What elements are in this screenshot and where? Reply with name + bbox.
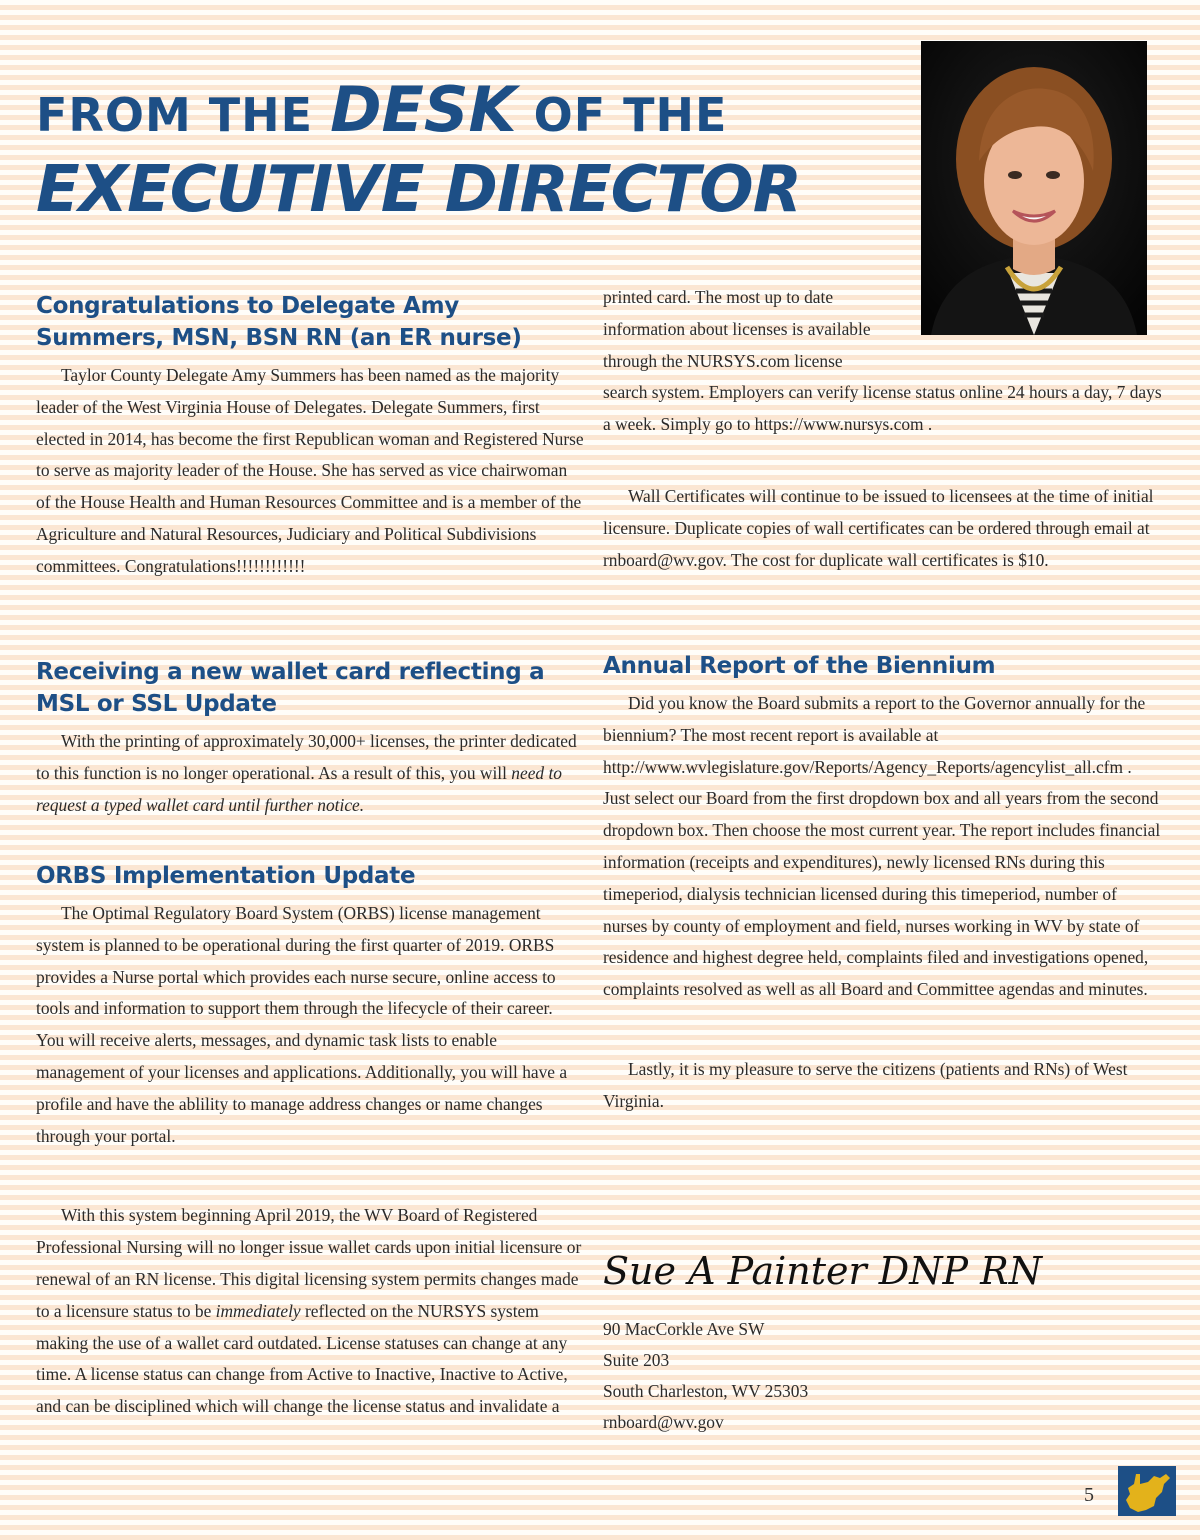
title-from-the: FROM THE bbox=[36, 88, 331, 142]
page-title bbox=[36, 73, 801, 233]
address-email: rnboard@wv.gov bbox=[603, 1412, 724, 1432]
paragraph-wallet-card bbox=[36, 726, 584, 821]
section-orbs bbox=[36, 860, 584, 1423]
paragraph-nursys: search system. Employers can verify license status online 24 hours a day, 7 days a week. Simply go to https://www.nursys.com . bbox=[603, 382, 1162, 435]
address-line-3: South Charleston, WV 25303 bbox=[603, 1381, 809, 1401]
section-congratulations bbox=[36, 290, 584, 583]
left-column bbox=[36, 290, 584, 583]
section-wallet-card bbox=[36, 656, 584, 821]
paragraph-congratulations: Taylor County Delegate Amy Summers has been named as the majority leader of the West Virginia House of Delegates. Delegate Summers, first elected in 2014, has become the first Republican woman and Registered Nurse to serve as majority leader of the House. She has served as vice chairwoman of the House Health and Human Resources Committee and is a member of the Agriculture and Natural Resources, Judiciary and Political Subdivisions committees. Congratulations!!!!!!!!!!!! bbox=[36, 365, 584, 576]
orbs2-emphasis: immediately bbox=[215, 1300, 301, 1321]
west-virginia-map-icon bbox=[1118, 1466, 1176, 1516]
wallet-emphasis: need to request a typed wallet card until further notice. bbox=[36, 762, 562, 815]
continuation-line-1: printed card. The most up to date bbox=[603, 287, 834, 307]
title-line-2: EXECUTIVE DIRECTOR bbox=[36, 153, 801, 227]
paragraph-orbs-1: The Optimal Regulatory Board System (ORBS) license management system is planned to be operational during the first quarter of 2019. ORBS provides a Nurse portal which provides each nurse secure, online access to tools and information to support them through the lifecycle of their career. You will receive alerts, messages, and dynamic task lists to enable management of your licenses and applications. Additionally, you will have a profile and have the ablility to manage address changes or name changes through your portal. bbox=[36, 903, 568, 1146]
address-block bbox=[603, 1314, 1163, 1438]
heading-wallet-card: Receiving a new wallet card reflecting a MSL or SSL Update bbox=[36, 659, 545, 717]
address-line-1: 90 MacCorkle Ave SW bbox=[603, 1319, 765, 1339]
heading-annual-report: Annual Report of the Biennium bbox=[603, 653, 996, 679]
right-column-annual bbox=[603, 650, 1163, 1118]
continuation-line-2: information about licenses is available bbox=[603, 318, 871, 339]
orbs2-text-b: reflected on the NURSYS system making the use of a wallet card outdated. License statuses can change at any time. A license status can change from Active to Inactive, Inactive to Active, and can be disciplined which will change the license status and invalidate a bbox=[36, 1300, 568, 1417]
section-annual-report bbox=[603, 650, 1163, 1118]
title-of-the: OF THE bbox=[516, 88, 728, 142]
page-number: 5 bbox=[1084, 1484, 1094, 1506]
title-desk: DESK bbox=[330, 73, 517, 146]
address-line-2: Suite 203 bbox=[603, 1350, 670, 1370]
heading-congratulations: Congratulations to Delegate Amy Summers, MSN, BSN RN (an ER nurse) bbox=[36, 293, 522, 351]
paragraph-lastly: Lastly, it is my pleasure to serve the citizens (patients and RNs) of West Virginia. bbox=[603, 1058, 1128, 1111]
orbs2-text-a: With this system beginning April 2019, the WV Board of Registered Professional Nursing will no longer issue wallet cards upon initial licensure or renewal of an RN license. This digital licensing system permits changes made to a licensure status to be bbox=[36, 1205, 582, 1321]
paragraph-orbs-2 bbox=[36, 1200, 584, 1423]
right-column bbox=[603, 282, 1163, 576]
signature-block bbox=[603, 1246, 1163, 1438]
title-line-1 bbox=[36, 73, 801, 147]
signature: Sue A Painter DNP RN bbox=[603, 1249, 1042, 1293]
wallet-text: With the printing of approximately 30,000+ licenses, the printer dedicated to this function is no longer operational. As a result of this, you will bbox=[36, 731, 577, 783]
paragraph-wall-certificates: Wall Certificates will continue to be issued to licensees at the time of initial licensure. Duplicate copies of wall certificates can be ordered through email at rnboard@wv.gov. The cost for duplicate wall certificates is $10. bbox=[603, 485, 1154, 570]
heading-orbs: ORBS Implementation Update bbox=[36, 863, 416, 889]
continuation-line-3: through the NURSYS.com license bbox=[603, 350, 843, 371]
paragraph-annual-report: Did you know the Board submits a report to the Governor annually for the biennium? The most recent report is available at http://www.wvlegislature.gov/Reports/Agency_Reports/agencylist_all.cfm . Just select our Board from the first dropdown box and all years from the second dropdown box. Then choose the most current year. The report includes financial information (receipts and expenditures), newly licensed RNs during this timeperiod, dialysis technician licensed during this timeperiod, number of nurses by county of employment and field, nurses working in WV by state of residence and highest degree held, complaints filed and investigations opened, complaints resolved as well as all Board and Committee agendas and minutes. bbox=[603, 693, 1161, 1000]
left-column-orbs bbox=[36, 860, 584, 1423]
left-column-wallet bbox=[36, 656, 584, 821]
